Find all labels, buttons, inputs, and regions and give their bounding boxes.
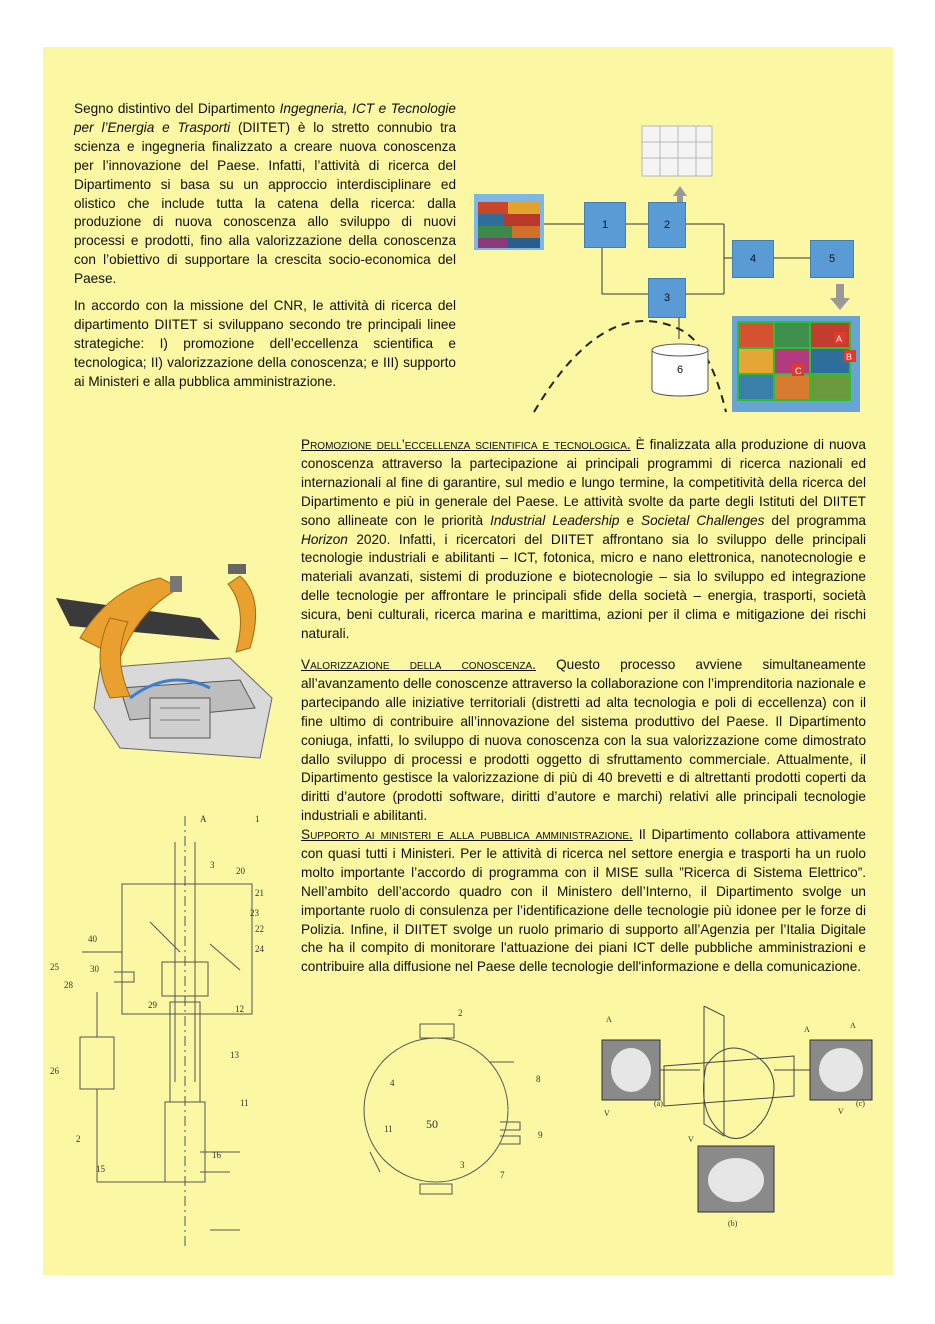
patent-label-2: 2	[76, 1134, 81, 1144]
flow-box-6: 6	[676, 364, 684, 376]
arrow-up-icon	[673, 186, 687, 196]
heart-label-a-mid: A	[804, 1025, 810, 1034]
heart-label-v-bottom: V	[688, 1135, 694, 1144]
vessel-drawing	[340, 1002, 550, 1202]
patent-schematic	[50, 812, 295, 1252]
patent-label-28: 28	[64, 980, 73, 990]
patent-label-20: 20	[236, 866, 245, 876]
patent-label-40: 40	[88, 934, 97, 944]
heart-label-a-right: A	[850, 1021, 856, 1030]
heart-label-a-caption: (a)	[654, 1099, 663, 1108]
patent-label-3: 3	[210, 860, 215, 870]
vessel-label-50: 50	[426, 1117, 438, 1131]
vessel-label-2: 2	[458, 1008, 463, 1018]
patent-label-15: 15	[96, 1164, 105, 1174]
heart-planes-figure	[594, 1006, 882, 1232]
vessel-label-8: 8	[536, 1074, 541, 1084]
arrow-down-icon	[830, 298, 850, 310]
patent-label-30: 30	[90, 964, 99, 974]
patent-label-1: 1	[255, 814, 260, 824]
surgical-robot-illustration	[50, 548, 290, 768]
heart-label-c-caption: (c)	[856, 1099, 865, 1108]
patent-label-22: 22	[255, 924, 264, 934]
cube-label-b: B	[846, 352, 853, 362]
vessel-label-11: 11	[384, 1124, 393, 1134]
cube-label-a: A	[836, 334, 843, 344]
containers-photo	[474, 194, 544, 250]
vessel-label-7: 7	[500, 1170, 505, 1180]
valorization-paragraph: Valorizzazione della conoscenza. Questo processo avviene simultaneamente all’avanzamento delle conoscenze attraverso la collaborazione con l’imprenditoria nazionale e partecipando alle iniziative territoriali (distretti ad alta tecnologia e poli di eccellenza) con il fine ultimo di contribuire all’innovazione del sistema produttivo del Paese. Il Dipartimento coniuga, infatti, lo sviluppo di nuova conoscenza con la sua valorizzazione come dimostrato dallo sviluppo di processi e prodotti oggetto di sfruttamento commerciale. Attualmente, il Dipartimento gestisce la valorizzazione di più di 40 brevetti e di altrettanti prodotti coperti da diritti d’autore (prodotti software, diritti d’autore e marchi) relativi alle principali tecnologie industriali e abilitanti.	[301, 657, 866, 824]
flow-box-5: 5	[810, 240, 854, 278]
containers-grid-photo	[732, 316, 860, 412]
patent-label-11: 11	[240, 1098, 249, 1108]
patent-label-21: 21	[255, 888, 264, 898]
patent-drawing	[50, 812, 295, 1252]
flow-box-3: 3	[648, 278, 686, 318]
vessel-label-3: 3	[460, 1160, 465, 1170]
flow-diagram-figure	[474, 124, 884, 416]
flow-box-2: 2	[648, 202, 686, 248]
support-paragraph: Supporto ai ministeri e alla pubblica amministrazione. Il Dipartimento collabora attivamente con quasi tutti i Ministeri. Per le attività di ricerca nel settore energia e trasporti ha un ruolo molto importante l’accordo di programma con il MISE sulla ”Ricerca di Sistema Elettrico”. Nell’ambito dell’accordo quadro con il Ministero dell’Interno, il Dipartimento svolge un importante ruolo di consulenza per l’identificazione delle tecnologie più idonee per le forze di Polizia. Infine, il DIITET svolge un ruolo primario di supporto all’Agenzia per l’Italia Digitale che ha il compito di monitorare l'attuazione dei piani ICT delle pubbliche amministrazioni e contribuire alla diffusione nel Paese delle tecnologie dell'informazione e della comunicazione.	[301, 827, 866, 975]
heart-label-a-left: A	[606, 1015, 612, 1024]
patent-label-a: A	[200, 814, 207, 824]
intro-paragraph-2: In accordo con la missione del CNR, le attività di ricerca del dipartimento DIITET si sviluppano secondo tre principali linee strategiche: I) promozione dell’eccellenza scientifica e tecnologica; II) valorizzazione della conoscenza; e III) supporto ai Ministeri e alla pubblica amministrazione.	[74, 298, 456, 389]
flow-box-4: 4	[732, 240, 774, 278]
promotion-heading: Promozione dell’eccellenza scientifica e tecnologica.	[301, 437, 631, 452]
vessel-label-4: 4	[390, 1078, 395, 1088]
vessel-schematic	[340, 1002, 550, 1202]
patent-label-26: 26	[50, 1066, 59, 1076]
robot-drawing	[50, 548, 290, 768]
heart-label-b-caption: (b)	[728, 1219, 738, 1228]
patent-label-29: 29	[148, 1000, 157, 1010]
promotion-paragraph: Promozione dell’eccellenza scientifica e tecnologica. È finalizzata alla produzione di nuova conoscenza attraverso la partecipazione ai principali programmi di ricerca nazionali ed internazionali al fine di garantire, sul medio e lungo termine, la competitività della ricerca del Dipartimento e più in generale del Paese. Le attività svolte da parte degli Istituti del DIITET sono allineate con le priorità Industrial Leadership e Societal Challenges del programma Horizon 2020. Infatti, i ricercatori del DIITET affrontano sia lo sviluppo delle principali tecnologie industriali e abilitanti – ICT, fotonica, micro e nano elettronica, nanotecnologie e materiali avanzati, sistemi di produzione e biotecnologie – sia lo sviluppo ed integrazione delle tecnologie per affrontare le principali sfide della società – energia, trasporti, società sicura, beni culturali, ricerca marina e marittima, azioni per il clima e mitigazione dei rischi naturali.	[301, 437, 866, 642]
flow-box-1: 1	[584, 202, 626, 248]
patent-label-25: 25	[50, 962, 59, 972]
intro-text	[74, 100, 456, 392]
patent-label-23: 23	[250, 908, 259, 918]
intro-paragraph-1: Segno distintivo del Dipartimento Ingegneria, ICT e Tecnologie per l’Energia e Trasporti (DIITET) è lo stretto connubio tra scienza e ingegneria finalizzato a creare nuova conoscenza per l’innovazione del Paese. Infatti, l’attività di ricerca del Dipartimento si basa su un approccio interdisciplinare ed olistico che include tutta la catena della ricerca: dalla produzione di nuova conoscenza allo sviluppo di nuovi processi e prodotti, fino alla valorizzazione della conoscenza con l’obiettivo di supportare la crescita socio-economica del Paese.	[74, 101, 457, 287]
support-heading: Supporto ai ministeri e alla pubblica amministrazione.	[301, 827, 633, 842]
patent-label-12: 12	[235, 1004, 244, 1014]
valorization-heading: Valorizzazione della conoscenza.	[301, 657, 536, 672]
heart-label-v-right: V	[838, 1107, 844, 1116]
patent-label-16: 16	[212, 1150, 221, 1160]
building-wireframe	[642, 126, 712, 176]
patent-label-24: 24	[255, 944, 264, 954]
vessel-label-9: 9	[538, 1130, 543, 1140]
heart-label-v-left: V	[604, 1109, 610, 1118]
patent-label-13: 13	[230, 1050, 239, 1060]
heart-schematic	[594, 1006, 882, 1232]
cube-label-c: C	[795, 366, 802, 376]
